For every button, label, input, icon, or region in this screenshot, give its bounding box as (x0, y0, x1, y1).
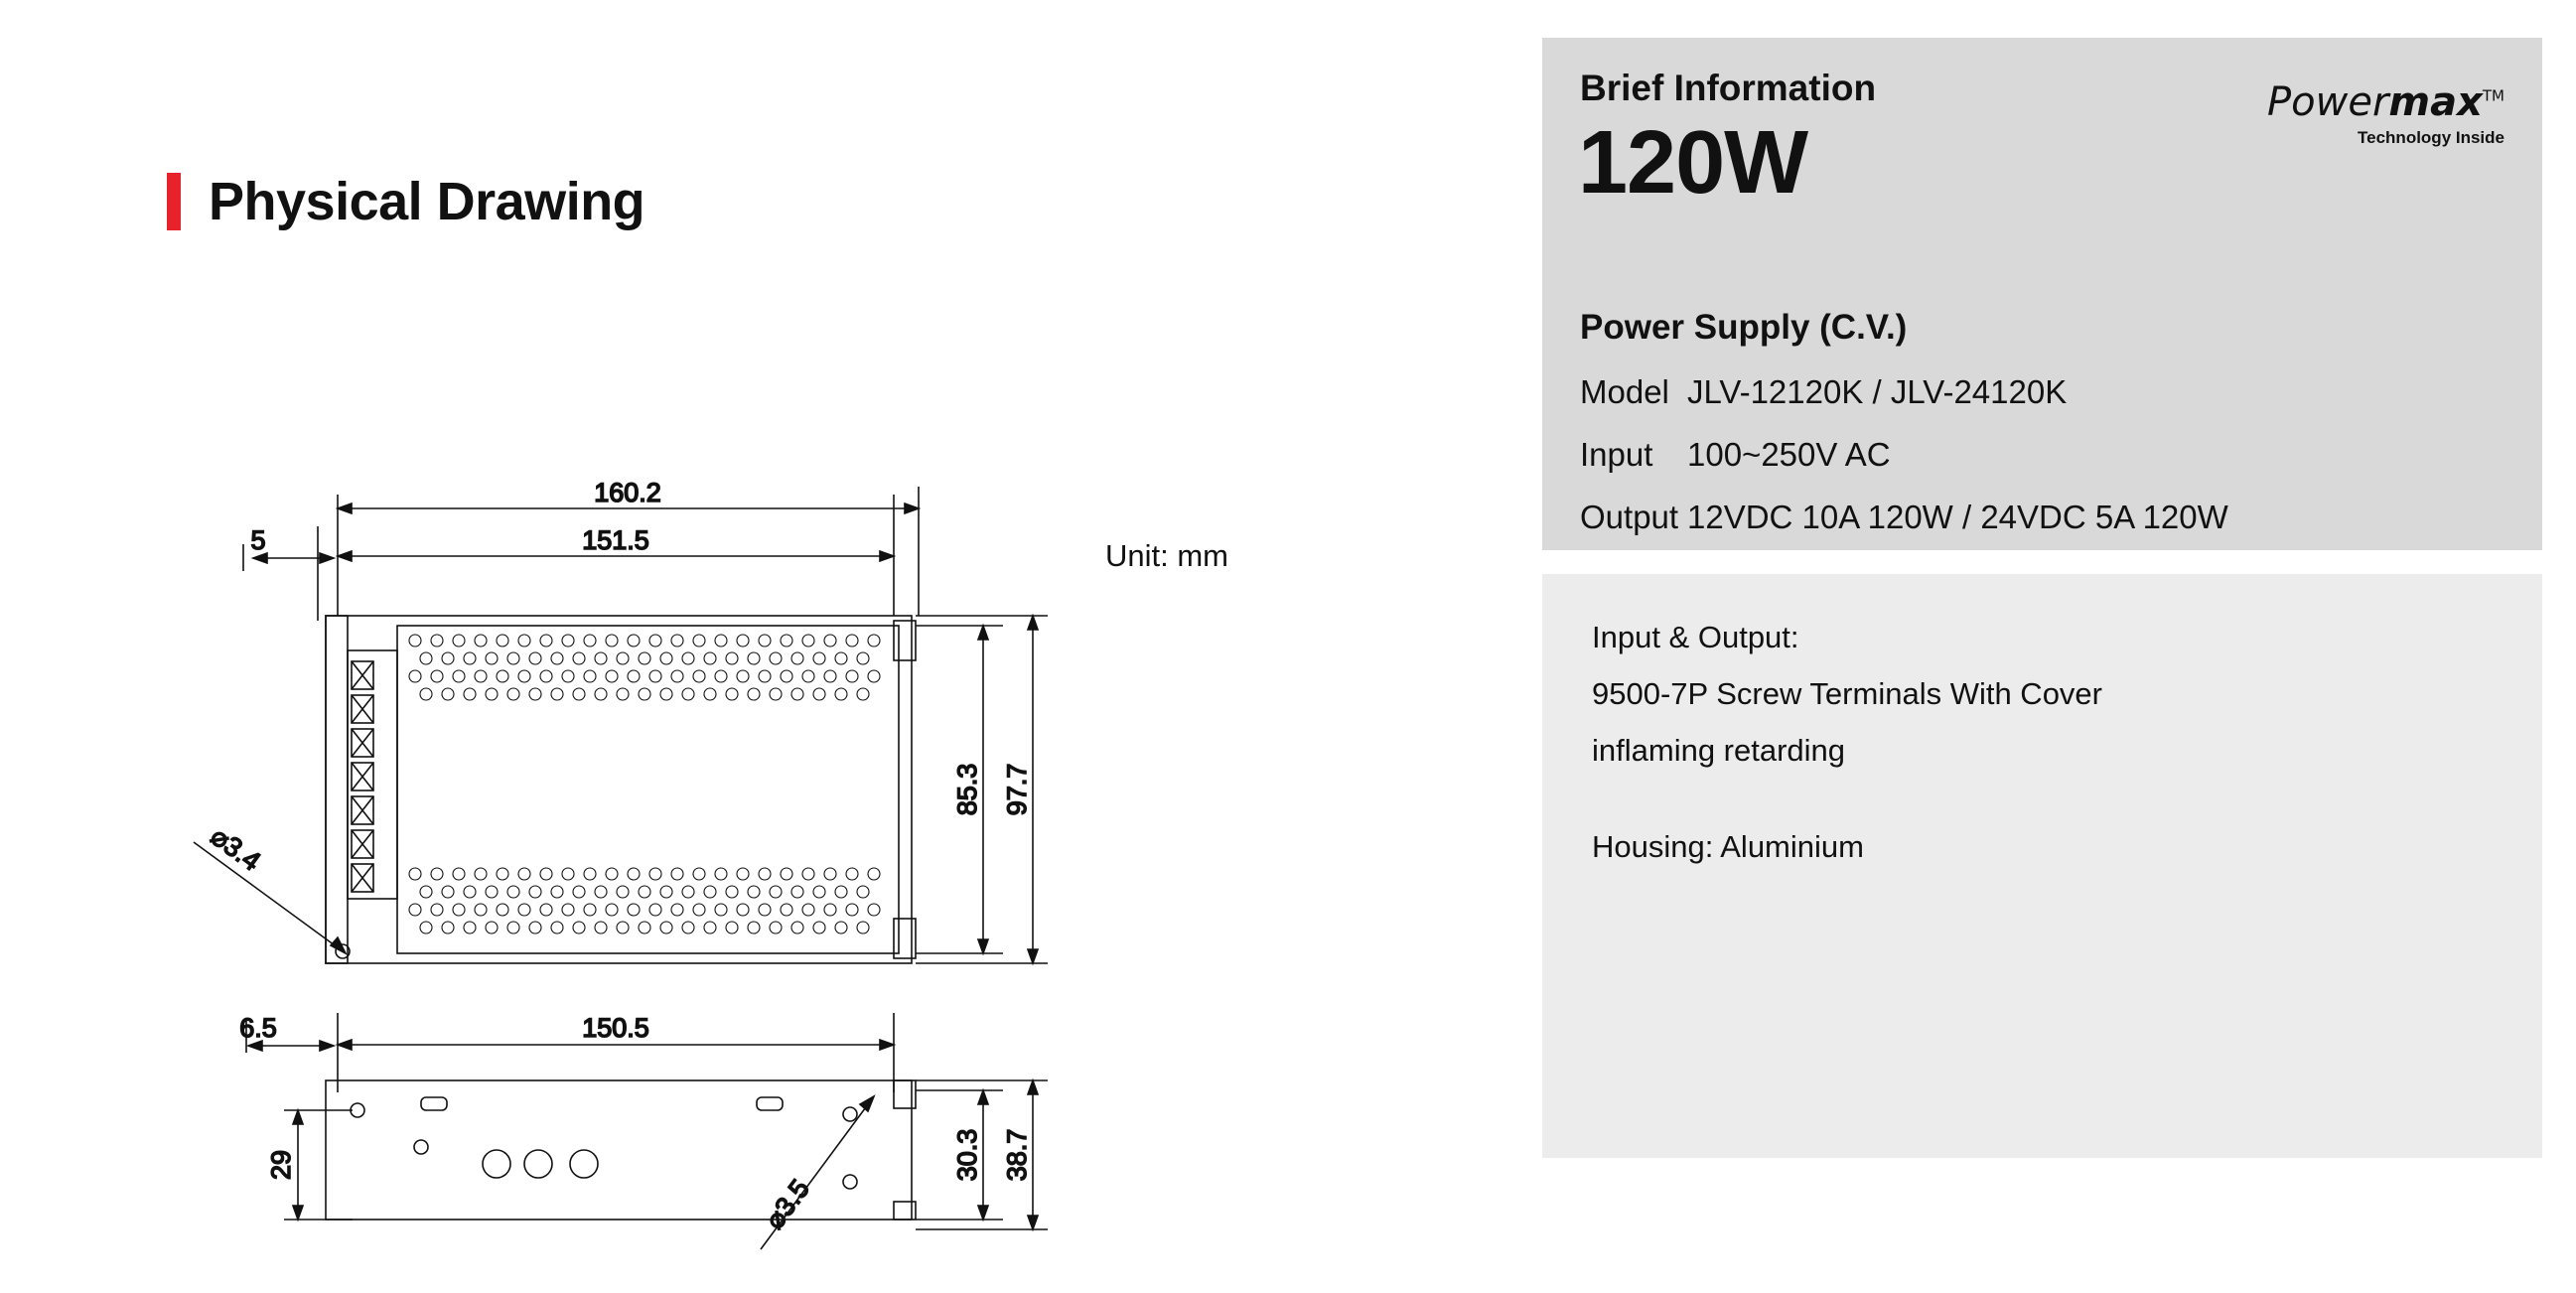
logo-word-light: Power (2267, 79, 2389, 125)
dim-6-5: 6.5 (239, 1013, 277, 1043)
logo-trademark-icon: TM (2482, 86, 2504, 105)
spec-value-model: JLV-12120K / JLV-24120K (1687, 373, 2068, 410)
product-subtitle: Power Supply (C.V.) (1580, 308, 1908, 347)
dim-29: 29 (266, 1149, 296, 1181)
brief-information-heading: Brief Information (1580, 68, 1877, 108)
notes-panel (1542, 574, 2542, 1158)
dim-dia-3-4: ⌀​3.4 (205, 820, 266, 877)
powermax-logo (2267, 79, 2504, 148)
dim-5: 5 (250, 525, 266, 555)
spec-row-input (1580, 436, 1891, 474)
unit-label: Unit: mm (1105, 538, 1228, 573)
dim-160-2: 160.2 (594, 478, 661, 507)
spec-value-output: 12VDC 10A 120W / 24VDC 5A 120W (1687, 499, 2228, 535)
spec-row-output (1580, 499, 2228, 536)
spec-label-output: Output (1580, 499, 1679, 535)
note-housing: Housing: Aluminium (1592, 829, 1864, 864)
dim-151-5: 151.5 (582, 525, 649, 555)
dim-97-7: 97.7 (1002, 763, 1032, 816)
note-input-output-heading: Input & Output: (1592, 620, 1799, 654)
logo-wordmark (2267, 79, 2504, 125)
note-inflaming-retarding: inflaming retarding (1592, 733, 1846, 768)
logo-tagline: Technology Inside (2358, 128, 2504, 147)
dim-85-3: 85.3 (952, 763, 982, 816)
dim-30-3: 30.3 (952, 1128, 982, 1182)
note-terminals: 9500-7P Screw Terminals With Cover (1592, 676, 2102, 711)
dim-38-7: 38.7 (1002, 1128, 1032, 1182)
logo-word-bold: max (2388, 79, 2483, 125)
dim-dia-3-5: ⌀​3.5 (759, 1174, 815, 1235)
brief-information-panel (1542, 38, 2542, 550)
spec-value-input: 100~250V AC (1687, 436, 1891, 473)
spec-label-input: Input (1580, 436, 1653, 473)
page-title-text: Physical Drawing (209, 172, 645, 231)
wattage-value: 120W (1578, 113, 1808, 213)
dim-150-5: 150.5 (582, 1013, 649, 1043)
spec-label-model: Model (1580, 373, 1669, 410)
spec-row-model (1580, 373, 2067, 411)
